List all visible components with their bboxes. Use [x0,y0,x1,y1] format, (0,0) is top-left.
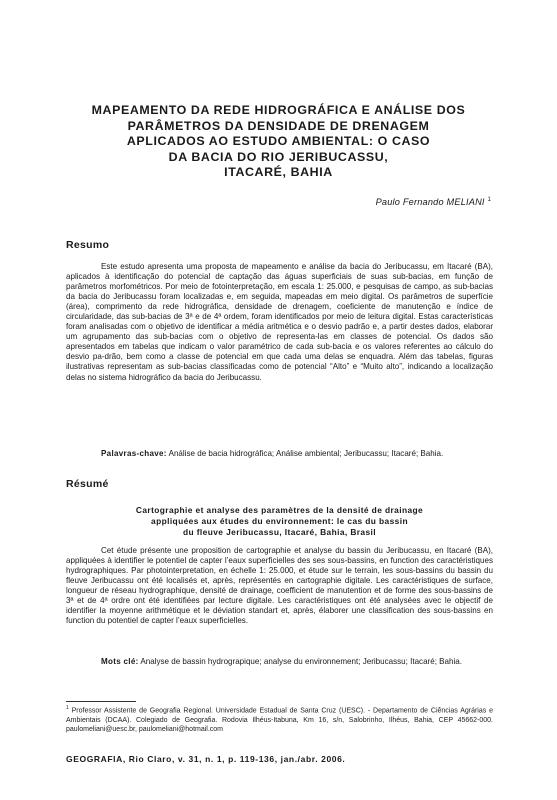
article-title [70,103,487,181]
title-line: APLICADOS AO ESTUDO AMBIENTAL: O CASO [126,134,431,149]
resume-heading: Résumé [66,478,109,490]
resume-title-line: appliquées aux études du environnement: le cas du bassin [151,515,408,526]
keywords-label: Palavras-chave: [101,449,167,458]
resume-title-line: Cartographie et analyse des paramètres de la densité de drainage [135,505,424,515]
footnote-text: Professor Assistente de Geografia Regional. Universidade Estadual de Santa Cruz (UESC). - Departamento de Ciências Agrárias e Ambientais (DCAA). Colegiado de Geografia. Rodovia Ilhéus-Itabuna, Km 16, s/n, Salobrinho, Ilhéus, Bahia, CEP 45662-000. paulomeliani@uesc.br, paulomeliani@hotmail.com [66,707,493,734]
resumo-keywords [66,449,493,459]
mots-cle-text: Analyse de bassin hydrograpique; analyse du environnement; Jeribucassu; Itacaré; Bahia. [140,657,462,666]
mots-cle-label: Mots clé: [101,657,139,666]
author-footnote-mark: 1 [487,197,491,203]
resume-title [66,505,493,537]
keywords-text: Análise de bacia hidrográfica; Análise ambiental; Jeribucassu; Itacaré; Bahia. [168,449,444,458]
footnote-mark: 1 [66,705,69,711]
resume-title-line: du fleuve Jeribucassu, Itacaré, Bahia, Brasil [182,526,377,537]
title-line: PARÂMETROS DA DENSIDADE DE DRENAGEM [127,118,430,133]
footnote [66,704,493,735]
resumo-heading: Resumo [66,239,110,251]
resume-text: Cet étude présente une proposition de cartographie et analyse du bassin du Jeribucassu, en Itacaré (BA), appliquées à identifier le potentiel de capter l’eaux superficielles des ses sous-bassins, en function des caractéristiques hydrographiques. Par photointerpretation, en échelle 1: 25.000, et étude sur le terrain, les sous-bassins du bassin du fleuve Jeribucassu ont été localisés et, après, représentés en cartographie digitale. Les caractéristiques de surface, longueur de réseau hydrographique, densité de drainage, coefficient de manutention et de forme des sous-bassins de 3ª et de 4ª ordre ont été identifiées par lecture digitale. Les caractéristiques ont été analysées avec le objectif de identifier la moyenne arithmétique et le déviation standart et, après, élaborer une classification des sous-bassins en function du potentiel de capter l’eaux superficielles. [66,546,493,626]
footnote-divider [66,701,136,702]
title-line: ITACARÉ, BAHIA [224,165,333,180]
journal-citation: GEOGRAFIA, Rio Claro, v. 31, n. 1, p. 119-136, jan./abr. 2006. [66,754,346,764]
resumo-text: Este estudo apresenta uma proposta de mapeamento e análise da bacia do Jeribucassu, em Itacaré (BA), aplicados à identificação do potencial de captação das águas superficiais de suas sub-bacias, em função de parâmetros morfométricos. Por meio de fotointerpretação, em escala 1: 25.000, e pesquisas de campo, as sub-bacias da bacia do Jeribucassu foram localizadas e, em seguida, mapeadas em meio digital. Os parâmetros de superfície (área), comprimento da rede hidrográfica, densidade de drenagem, coeficiente de manutenção e índice de circularidade, das sub-bacias de 3ª e de 4ª ordem, foram identificados por meio de leitura digital. Estas características foram analisadas com o objetivo de identificar a média aritmética e o desvio padrão e, a partir destes dados, elaborar um agrupamento das sub-bacias com o objetivo de representa-las em classes de potencial. Os dados são apresentados em tabelas que indicam o valor paramétrico de cada sub-bacia e os valores referentes ao cálculo do desvio pa-drão, bem como a classe de potencial em que cada uma delas se enquadra. Além das tabelas, figuras ilustrativas representam as sub-bacias classificadas como de potencial “Alto” e “Muito alto”, indicando a localização delas no sistema hidrográfico da bacia do Jeribucassu. [66,262,493,382]
author-line [376,197,491,207]
resumo-body [66,262,493,383]
resume-keywords [66,657,493,667]
resume-body [66,546,493,626]
title-line: DA BACIA DO RIO JERIBUCASSU, [168,149,389,164]
title-line: MAPEAMENTO DA REDE HIDROGRÁFICA E ANÁLISE DOS [91,103,466,117]
author-name: Paulo Fernando MELIANI [375,197,485,208]
